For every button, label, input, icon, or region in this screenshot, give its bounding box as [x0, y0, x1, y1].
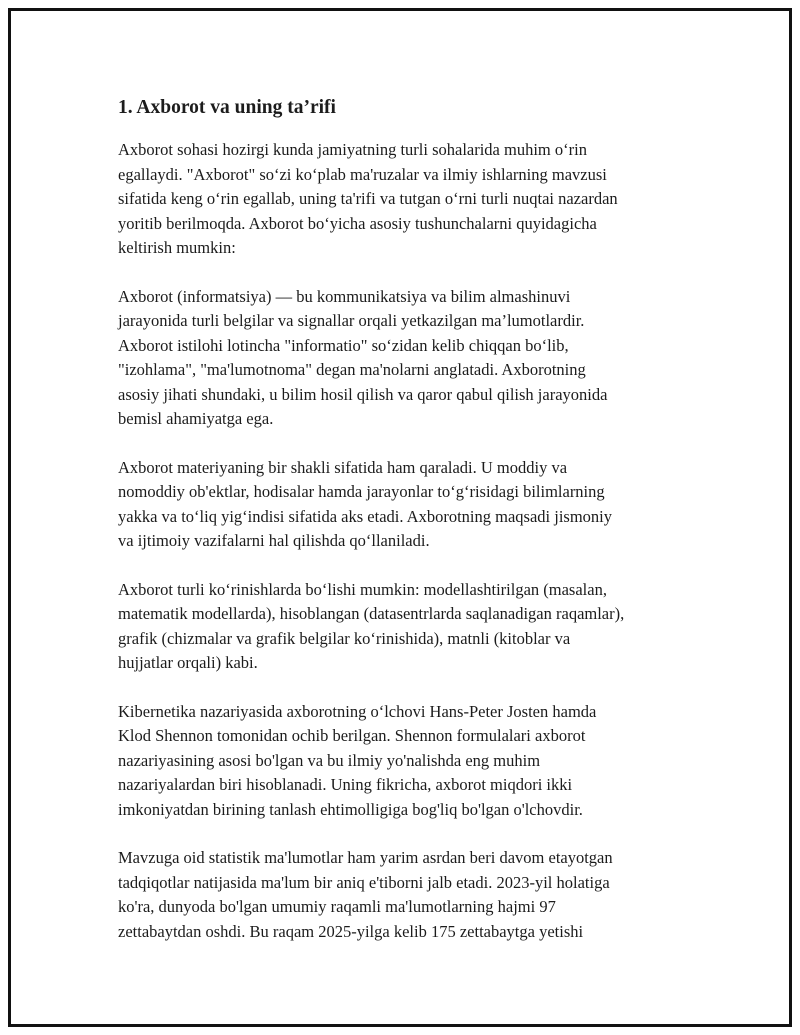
paragraph-definition: Axborot (informatsiya) — bu kommunikatsiya va bilim almashinuvi jarayonida turli belgilar va signallar orqali yetkazilgan ma’lumotlardir. Axborot istilohi lotincha "informatio" soʻzidan kelib chiqqan boʻlib, "izohlama", "ma'lumotnoma" degan ma'nolarni anglatadi. Axborotning asosiy jihati shundaki, u bilim hosil qilish va qaror qabul qilish jarayonida bemisl ahamiyatga ega. [118, 286, 608, 428]
paragraph-statistics: Mavzuga oid statistik ma'lumotlar ham yarim asrdan beri davom etayotgan tadqiqotlar natijasida ma'lum bir aniq e'tiborni jalb etadi. 2023-yil holatiga ko'ra, dunyoda bo'lgan umumiy raqamli ma'lumotlarning hajmi 97 zettabaytdan oshdi. Bu raqam 2025-yilga kelib 175 zettabaytga yetishi [118, 848, 613, 941]
section-heading: 1. Axborot va uning ta’rifi [118, 97, 336, 118]
paragraph-matter: Axborot materiyaning bir shakli sifatida ham qaraladi. U moddiy va nomoddiy ob'ektlar, hodisalar hamda jarayonlar toʻgʻrisidagi bilimlarning yakka va toʻliq yigʻindisi sifatida aks etadi. Axborotning maqsadi jismoniy va ijtimoiy vazifalarni hal qilishda qoʻllaniladi. [118, 457, 613, 550]
paragraph-intro: Axborot sohasi hozirgi kunda jamiyatning turli sohalarida muhim oʻrin egallaydi. "Axborot" soʻzi koʻplab ma'ruzalar va ilmiy ishlarning mavzusi sifatida keng oʻrin egallab, uning ta'rifi va tutgan oʻrni turli nuqtai nazardan yoritib berilmoqda. Axborot boʻyicha asosiy tushunchalarni quyidagicha keltirish mumkin: [118, 140, 618, 257]
paragraph-forms: Axborot turli koʻrinishlarda boʻlishi mumkin: modellashtirilgan (masalan, matematik modellarda), hisoblangan (datasentrlarda saqlanadigan raqamlar), grafik (chizmalar va grafik belgilar koʻrinishida), matnli (kitoblar va hujjatlar orqali) kabi. [118, 579, 625, 672]
document-body [118, 95, 698, 968]
paragraph-cybernetics: Kibernetika nazariyasida axborotning oʻlchovi Hans-Peter Josten hamda Klod Shennon tomonidan ochib berilgan. Shennon formulalari axborot nazariyasining asosi bo'lgan va bu ilmiy yo'nalishda eng muhim nazariyalardan biri hisoblanadi. Uning fikricha, axborot miqdori ikki imkoniyatdan birining tanlash ehtimolligiga bog'liq bo'lgan o'lchovdir. [118, 701, 597, 819]
